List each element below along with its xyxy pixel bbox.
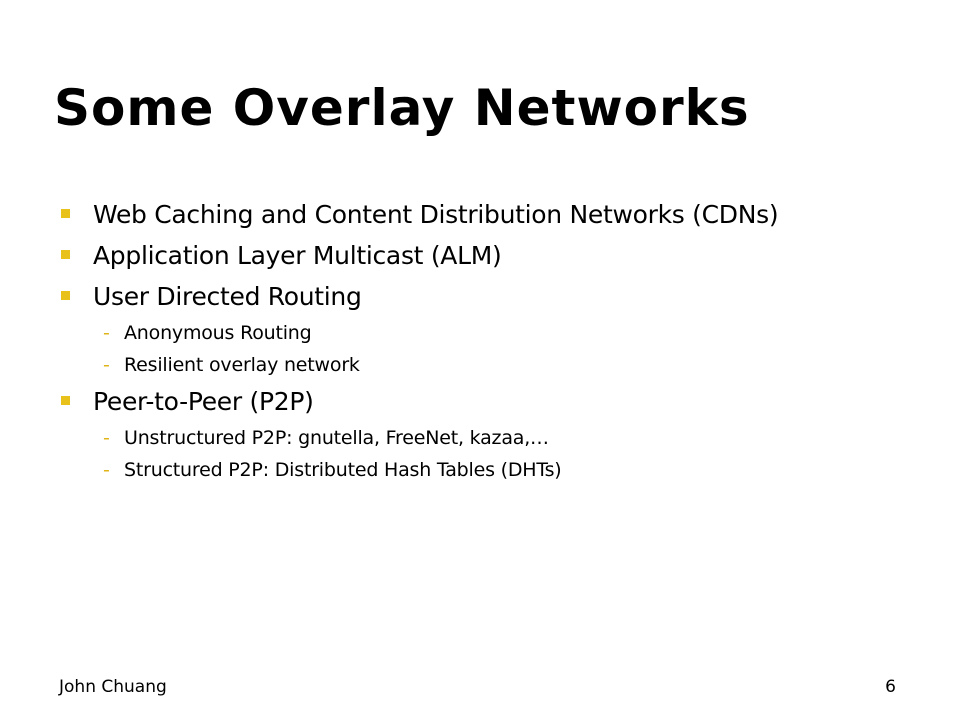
dash-bullet-icon: - [103,459,110,481]
square-bullet-icon [61,209,70,218]
sub-bullet-text: Unstructured P2P: gnutella, FreeNet, kazaa,… [124,427,549,449]
bullet-text: Web Caching and Content Distribution Networks (CDNs) [93,200,779,229]
bullet-text: Peer-to-Peer (P2P) [93,387,314,416]
sub-bullet-text: Structured P2P: Distributed Hash Tables (DHTs) [124,459,562,481]
sub-bullet-text: Resilient overlay network [124,354,360,376]
sub-bullet-item [60,317,920,349]
square-bullet-icon [61,250,70,259]
square-bullet-icon [61,396,70,405]
bullet-item [60,194,920,235]
dash-bullet-icon: - [103,354,110,376]
sub-bullet-group [60,317,920,381]
sub-bullet-item [60,422,920,454]
sub-bullet-list [60,317,920,381]
sub-bullet-group [60,422,920,486]
bullet-list [60,194,920,486]
slide-title: Some Overlay Networks [54,79,750,137]
bullet-item [60,276,920,317]
bullet-item [60,381,920,422]
bullet-text: User Directed Routing [93,282,362,311]
square-bullet-icon [61,291,70,300]
sub-bullet-item [60,454,920,486]
dash-bullet-icon: - [103,322,110,344]
bullet-item [60,235,920,276]
page-number: 6 [885,677,896,697]
dash-bullet-icon: - [103,427,110,449]
bullet-text: Application Layer Multicast (ALM) [93,241,502,270]
sub-bullet-text: Anonymous Routing [124,322,312,344]
footer-author: John Chuang [59,677,167,697]
sub-bullet-item [60,349,920,381]
sub-bullet-list [60,422,920,486]
